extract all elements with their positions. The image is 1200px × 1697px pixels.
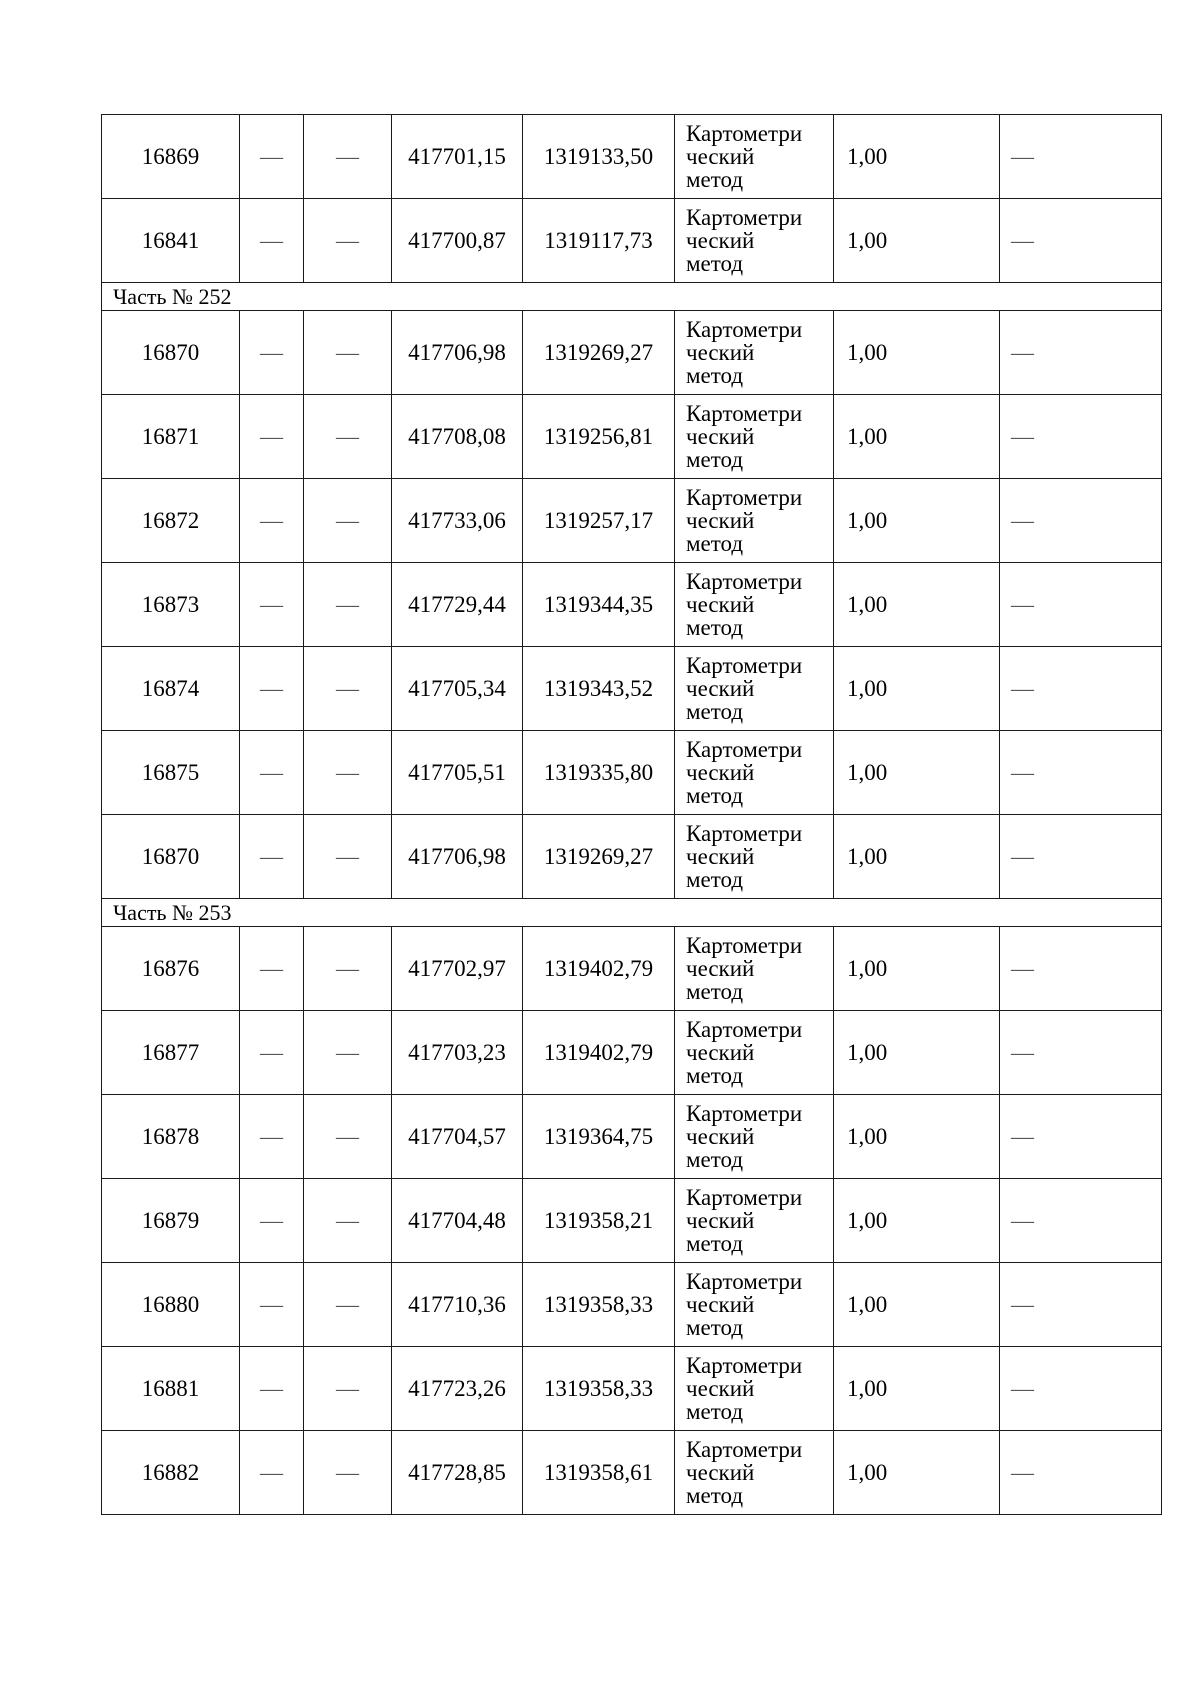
accuracy-cell: 1,00 <box>834 1095 1000 1179</box>
accuracy-cell: 1,00 <box>834 311 1000 395</box>
method-cell <box>675 731 834 815</box>
description-cell: — <box>1000 647 1162 731</box>
method-text-line: Картометри <box>686 485 803 510</box>
old-x-cell: — <box>240 395 304 479</box>
x-coordinate-cell: 417703,23 <box>392 1011 523 1095</box>
method-text-line: Картометри <box>686 205 803 230</box>
table-row <box>102 311 1162 395</box>
table-row <box>102 927 1162 1011</box>
old-x-cell: — <box>240 199 304 283</box>
old-x-cell: — <box>240 563 304 647</box>
old-y-cell: — <box>304 1347 392 1431</box>
description-cell: — <box>1000 199 1162 283</box>
y-coordinate-cell: 1319344,35 <box>523 563 675 647</box>
method-cell <box>675 927 834 1011</box>
method-text-line: ческий <box>686 508 755 533</box>
coordinates-table-container <box>101 114 1161 1515</box>
table-row <box>102 1263 1162 1347</box>
method-text-line: ческий <box>686 1376 755 1401</box>
accuracy-cell: 1,00 <box>834 395 1000 479</box>
old-x-cell: — <box>240 647 304 731</box>
old-x-cell: — <box>240 311 304 395</box>
method-text-line: метод <box>686 447 744 472</box>
table-row <box>102 815 1162 899</box>
y-coordinate-cell: 1319133,50 <box>523 115 675 199</box>
old-x-cell: — <box>240 1179 304 1263</box>
y-coordinate-cell: 1319358,33 <box>523 1347 675 1431</box>
y-coordinate-cell: 1319358,61 <box>523 1431 675 1515</box>
x-coordinate-cell: 417728,85 <box>392 1431 523 1515</box>
method-text-line: метод <box>686 867 744 892</box>
y-coordinate-cell: 1319256,81 <box>523 395 675 479</box>
y-coordinate-cell: 1319343,52 <box>523 647 675 731</box>
y-coordinate-cell: 1319117,73 <box>523 199 675 283</box>
old-y-cell: — <box>304 395 392 479</box>
table-row <box>102 1179 1162 1263</box>
old-y-cell: — <box>304 115 392 199</box>
description-cell: — <box>1000 731 1162 815</box>
y-coordinate-cell: 1319402,79 <box>523 1011 675 1095</box>
y-coordinate-cell: 1319269,27 <box>523 311 675 395</box>
y-coordinate-cell: 1319402,79 <box>523 927 675 1011</box>
accuracy-cell: 1,00 <box>834 1431 1000 1515</box>
x-coordinate-cell: 417723,26 <box>392 1347 523 1431</box>
x-coordinate-cell: 417708,08 <box>392 395 523 479</box>
method-text-line: метод <box>686 1231 744 1256</box>
point-number-cell: 16872 <box>102 479 240 563</box>
x-coordinate-cell: 417706,98 <box>392 815 523 899</box>
method-text-line: метод <box>686 1483 744 1508</box>
part-header-label: Часть № 252 <box>102 283 1162 311</box>
accuracy-cell: 1,00 <box>834 115 1000 199</box>
old-y-cell: — <box>304 563 392 647</box>
point-number-cell: 16841 <box>102 199 240 283</box>
point-number-cell: 16878 <box>102 1095 240 1179</box>
accuracy-cell: 1,00 <box>834 1011 1000 1095</box>
old-x-cell: — <box>240 1431 304 1515</box>
part-header-row <box>102 899 1162 927</box>
part-header-label: Часть № 253 <box>102 899 1162 927</box>
method-cell <box>675 1347 834 1431</box>
method-cell <box>675 1431 834 1515</box>
x-coordinate-cell: 417701,15 <box>392 115 523 199</box>
table-row <box>102 395 1162 479</box>
table-row <box>102 479 1162 563</box>
description-cell: — <box>1000 1179 1162 1263</box>
point-number-cell: 16881 <box>102 1347 240 1431</box>
description-cell: — <box>1000 479 1162 563</box>
point-number-cell: 16870 <box>102 815 240 899</box>
old-x-cell: — <box>240 815 304 899</box>
table-row <box>102 647 1162 731</box>
old-x-cell: — <box>240 731 304 815</box>
method-text-line: Картометри <box>686 317 803 342</box>
method-text-line: ческий <box>686 144 755 169</box>
table-row <box>102 1431 1162 1515</box>
method-text-line: Картометри <box>686 1269 803 1294</box>
accuracy-cell: 1,00 <box>834 1263 1000 1347</box>
description-cell: — <box>1000 1011 1162 1095</box>
x-coordinate-cell: 417733,06 <box>392 479 523 563</box>
method-text-line: ческий <box>686 1460 755 1485</box>
old-y-cell: — <box>304 1263 392 1347</box>
description-cell: — <box>1000 311 1162 395</box>
y-coordinate-cell: 1319358,21 <box>523 1179 675 1263</box>
accuracy-cell: 1,00 <box>834 815 1000 899</box>
old-y-cell: — <box>304 1179 392 1263</box>
y-coordinate-cell: 1319257,17 <box>523 479 675 563</box>
method-text-line: ческий <box>686 1124 755 1149</box>
method-cell <box>675 563 834 647</box>
method-text-line: ческий <box>686 1208 755 1233</box>
method-text-line: ческий <box>686 956 755 981</box>
old-x-cell: — <box>240 927 304 1011</box>
method-text-line: Картометри <box>686 1185 803 1210</box>
method-text-line: Картометри <box>686 1437 803 1462</box>
method-cell <box>675 1011 834 1095</box>
y-coordinate-cell: 1319358,33 <box>523 1263 675 1347</box>
method-text-line: метод <box>686 979 744 1004</box>
method-text-line: метод <box>686 251 744 276</box>
old-x-cell: — <box>240 1347 304 1431</box>
description-cell: — <box>1000 1263 1162 1347</box>
method-text-line: ческий <box>686 340 755 365</box>
point-number-cell: 16876 <box>102 927 240 1011</box>
description-cell: — <box>1000 815 1162 899</box>
method-cell <box>675 815 834 899</box>
old-y-cell: — <box>304 815 392 899</box>
table-row <box>102 1347 1162 1431</box>
table-row <box>102 115 1162 199</box>
old-x-cell: — <box>240 1011 304 1095</box>
old-y-cell: — <box>304 731 392 815</box>
x-coordinate-cell: 417704,48 <box>392 1179 523 1263</box>
method-text-line: метод <box>686 1147 744 1172</box>
description-cell: — <box>1000 395 1162 479</box>
old-y-cell: — <box>304 311 392 395</box>
point-number-cell: 16880 <box>102 1263 240 1347</box>
table-row <box>102 731 1162 815</box>
point-number-cell: 16877 <box>102 1011 240 1095</box>
method-text-line: ческий <box>686 1040 755 1065</box>
method-text-line: метод <box>686 615 744 640</box>
y-coordinate-cell: 1319335,80 <box>523 731 675 815</box>
point-number-cell: 16869 <box>102 115 240 199</box>
part-header-row <box>102 283 1162 311</box>
method-text-line: метод <box>686 783 744 808</box>
x-coordinate-cell: 417704,57 <box>392 1095 523 1179</box>
method-text-line: ческий <box>686 592 755 617</box>
old-y-cell: — <box>304 1095 392 1179</box>
method-text-line: метод <box>686 1063 744 1088</box>
old-x-cell: — <box>240 479 304 563</box>
point-number-cell: 16882 <box>102 1431 240 1515</box>
table-body <box>102 115 1162 1515</box>
x-coordinate-cell: 417700,87 <box>392 199 523 283</box>
x-coordinate-cell: 417705,34 <box>392 647 523 731</box>
method-cell <box>675 115 834 199</box>
method-text-line: Картометри <box>686 821 803 846</box>
method-cell <box>675 1179 834 1263</box>
method-text-line: Картометри <box>686 121 803 146</box>
method-text-line: Картометри <box>686 1017 803 1042</box>
method-text-line: ческий <box>686 676 755 701</box>
old-x-cell: — <box>240 1095 304 1179</box>
old-x-cell: — <box>240 1263 304 1347</box>
method-cell <box>675 199 834 283</box>
point-number-cell: 16879 <box>102 1179 240 1263</box>
point-number-cell: 16873 <box>102 563 240 647</box>
method-text-line: метод <box>686 1315 744 1340</box>
description-cell: — <box>1000 115 1162 199</box>
method-text-line: метод <box>686 531 744 556</box>
method-text-line: метод <box>686 1399 744 1424</box>
point-number-cell: 16871 <box>102 395 240 479</box>
x-coordinate-cell: 417710,36 <box>392 1263 523 1347</box>
method-cell <box>675 647 834 731</box>
point-number-cell: 16874 <box>102 647 240 731</box>
accuracy-cell: 1,00 <box>834 479 1000 563</box>
method-cell <box>675 311 834 395</box>
method-text-line: Картометри <box>686 737 803 762</box>
method-text-line: метод <box>686 699 744 724</box>
x-coordinate-cell: 417729,44 <box>392 563 523 647</box>
accuracy-cell: 1,00 <box>834 927 1000 1011</box>
description-cell: — <box>1000 927 1162 1011</box>
method-cell <box>675 1263 834 1347</box>
method-text-line: Картометри <box>686 653 803 678</box>
point-number-cell: 16875 <box>102 731 240 815</box>
method-text-line: ческий <box>686 1292 755 1317</box>
table-row <box>102 563 1162 647</box>
x-coordinate-cell: 417706,98 <box>392 311 523 395</box>
old-y-cell: — <box>304 1011 392 1095</box>
method-text-line: ческий <box>686 228 755 253</box>
description-cell: — <box>1000 563 1162 647</box>
method-text-line: ческий <box>686 424 755 449</box>
method-text-line: Картометри <box>686 1353 803 1378</box>
method-cell <box>675 1095 834 1179</box>
point-number-cell: 16870 <box>102 311 240 395</box>
x-coordinate-cell: 417702,97 <box>392 927 523 1011</box>
old-y-cell: — <box>304 1431 392 1515</box>
old-y-cell: — <box>304 647 392 731</box>
y-coordinate-cell: 1319269,27 <box>523 815 675 899</box>
x-coordinate-cell: 417705,51 <box>392 731 523 815</box>
accuracy-cell: 1,00 <box>834 647 1000 731</box>
method-text-line: Картометри <box>686 933 803 958</box>
method-text-line: ческий <box>686 844 755 869</box>
method-text-line: ческий <box>686 760 755 785</box>
table-row <box>102 199 1162 283</box>
accuracy-cell: 1,00 <box>834 1347 1000 1431</box>
method-text-line: Картометри <box>686 569 803 594</box>
method-cell <box>675 395 834 479</box>
old-y-cell: — <box>304 479 392 563</box>
method-text-line: метод <box>686 363 744 388</box>
accuracy-cell: 1,00 <box>834 731 1000 815</box>
coordinates-table <box>101 114 1162 1515</box>
description-cell: — <box>1000 1347 1162 1431</box>
description-cell: — <box>1000 1431 1162 1515</box>
method-text-line: Картометри <box>686 401 803 426</box>
accuracy-cell: 1,00 <box>834 199 1000 283</box>
method-text-line: Картометри <box>686 1101 803 1126</box>
method-cell <box>675 479 834 563</box>
accuracy-cell: 1,00 <box>834 1179 1000 1263</box>
old-x-cell: — <box>240 115 304 199</box>
old-y-cell: — <box>304 927 392 1011</box>
table-row <box>102 1011 1162 1095</box>
y-coordinate-cell: 1319364,75 <box>523 1095 675 1179</box>
description-cell: — <box>1000 1095 1162 1179</box>
accuracy-cell: 1,00 <box>834 563 1000 647</box>
old-y-cell: — <box>304 199 392 283</box>
table-row <box>102 1095 1162 1179</box>
method-text-line: метод <box>686 167 744 192</box>
